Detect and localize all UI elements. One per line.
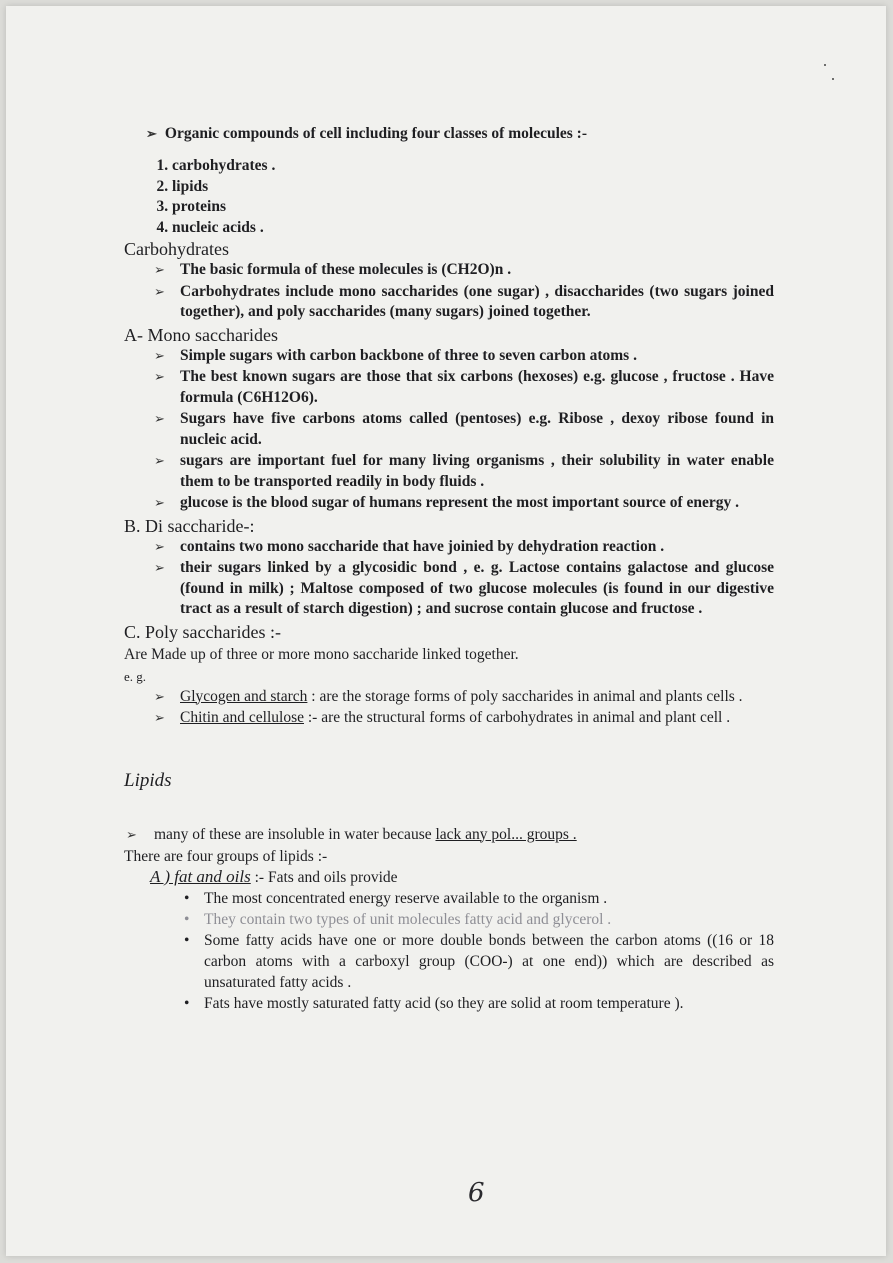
lipids-heading: Lipids [124,769,172,791]
chitin-cellulose-desc: :- are the structural forms of carbohydrates in animal and plant cell . [303,709,731,726]
list-item: ➢ Simple sugars with carbon backbone of three to seven carbon atoms . [154,346,774,367]
carbohydrates-bullets [124,260,774,323]
page-number: 6 [468,1178,485,1208]
list-item [154,687,774,708]
fat-oils-title: A ) fat and oils [150,866,251,886]
list-item: 4. nucleic acids . [172,218,774,239]
list-item: • They contain two types of unit molecules fatty acid and glycerol . [204,909,774,930]
poly-bullets [124,687,774,729]
di-heading: B. Di saccharide-: [124,515,255,536]
document-page [6,6,886,1256]
carbohydrates-heading: Carbohydrates [124,239,229,259]
list-item: 1. carbohydrates . [172,156,774,177]
classes-list [124,156,774,238]
poly-description: Are Made up of three or more mono saccharide linked together. [124,645,519,663]
intro-bullet: ➢ Organic compounds of cell including four classes of molecules :- [146,124,774,144]
list-item: ➢ Sugars have five carbons atoms called (pentoses) e.g. Ribose , dexoy ribose found in nucleic acid. [154,409,774,450]
list-item: • The most concentrated energy reserve available to the organism . [204,888,774,909]
list-item: ➢ their sugars linked by a glycosidic bond , e. g. Lactose contains galactose and glucose (found in milk) ; Maltose composed of two glucose molecules (is found in our digestive tract as a result of starch digestion) ; and sucrose contain glucose and fructose . [154,558,774,620]
fat-oils-list [124,888,774,1014]
list-item: ➢ Carbohydrates include mono saccharides (one sugar) , disaccharides (two sugars joined together), and poly saccharides (many sugars) joined together. [154,282,774,323]
list-item: ➢ The best known sugars are those that six carbons (hexoses) e.g. glucose , fructose . Have formula (C6H12O6). [154,367,774,408]
chitin-cellulose-term: Chitin and cellulose [180,709,304,726]
speck [824,64,826,66]
poly-heading: C. Poly saccharides :- [124,621,281,642]
list-item: 2. lipids [172,177,774,198]
list-item: ➢ sugars are important fuel for many living organisms , their solubility in water enable them to be transported readily in body fluids . [154,451,774,492]
insoluble-reason: lack any pol... groups . [435,825,577,843]
list-item: ➢ glucose is the blood sugar of humans represent the most important source of energy . [154,493,774,514]
glycogen-starch-term: Glycogen and starch [180,687,308,705]
insoluble-text: many of these are insoluble in water because [154,825,436,843]
list-item: • Fats have mostly saturated fatty acid (so they are solid at room temperature ). [204,993,774,1014]
speck [832,78,834,80]
glycogen-starch-desc: : are the storage forms of poly saccharides in animal and plants cells . [307,687,743,705]
lipid-groups-intro: There are four groups of lipids :- [124,847,328,865]
mono-heading: A- Mono saccharides [124,324,278,345]
mono-bullets [124,346,774,514]
di-bullets [124,537,774,620]
list-item: ➢ The basic formula of these molecules is (CH2O)n . [154,260,774,281]
fat-oils-intro: :- Fats and oils provide [250,868,398,886]
fat-oils-heading [150,867,774,888]
page-content [124,124,774,1014]
list-item: ➢ contains two mono saccharide that have joinied by dehydration reaction . [154,537,774,558]
list-item [154,708,774,729]
insoluble-bullet [126,825,774,845]
eg-label: e. g. [124,668,147,684]
list-item: • Some fatty acids have one or more double bonds between the carbon atoms ((16 or 18 carbon atoms with a carboxyl group (COO-) at one end)) which are described as unsaturated fatty acids . [204,930,774,993]
list-item: 3. proteins [172,197,774,218]
